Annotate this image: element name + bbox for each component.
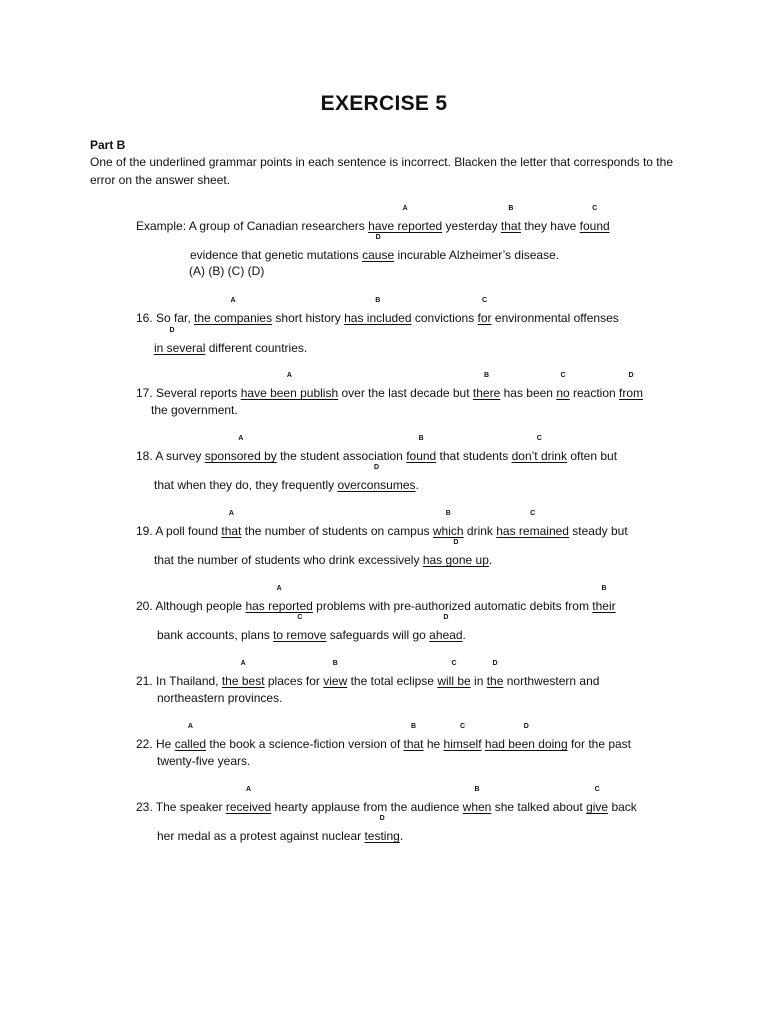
underlined-choice-b xyxy=(592,585,616,613)
underlined-choice-c xyxy=(579,205,610,233)
example-line-2 xyxy=(190,234,560,262)
question-20-line-1 xyxy=(136,585,616,613)
text: incurable Alzheimer’s disease. xyxy=(394,248,560,262)
sentence-text: have been publish xyxy=(240,386,339,400)
sentence-text: the number of students on campus xyxy=(241,524,433,538)
underlined-choice-d xyxy=(154,327,206,355)
choice-letter: B xyxy=(445,510,451,517)
sentence-text: view xyxy=(323,674,348,688)
choice-letter: C xyxy=(530,510,536,517)
sentence-text: steady but xyxy=(568,524,628,538)
sentence-text: 17. Several reports xyxy=(136,386,241,400)
sentence-text: ahead xyxy=(429,628,463,642)
sentence-text: for xyxy=(477,311,492,325)
question-23-line-2 xyxy=(157,815,404,843)
sentence-text: overconsumes xyxy=(337,478,416,492)
choice-letter: D xyxy=(628,372,634,379)
sentence-text: that students xyxy=(436,449,512,463)
underlined-choice-a xyxy=(221,510,242,538)
text: evidence that genetic mutations xyxy=(190,248,363,262)
sentence-text: when xyxy=(462,800,492,814)
choice-letter: B xyxy=(474,786,480,793)
sentence-text: over the last decade but xyxy=(338,386,473,400)
underlined-choice-b xyxy=(344,297,412,325)
sentence-text: testing xyxy=(364,829,400,843)
question-16-line-2 xyxy=(154,327,308,355)
choice-letter: A xyxy=(228,510,234,517)
sentence-text: twenty-five years. xyxy=(157,754,251,768)
sentence-text: their xyxy=(592,599,616,613)
sentence-text: have reported xyxy=(368,219,443,233)
sentence-text: places for xyxy=(264,674,324,688)
choice-letter: B xyxy=(601,585,607,592)
sentence-text: has remained xyxy=(496,524,569,538)
sentence-text: . xyxy=(415,478,419,492)
sentence-text: 16. So far, xyxy=(136,311,195,325)
sentence-text: received xyxy=(225,800,272,814)
sentence-text: bank accounts, plans xyxy=(157,628,274,642)
sentence-text: her medal as a protest against nuclear xyxy=(157,829,365,843)
sentence-text: don’t drink xyxy=(511,449,567,463)
choice-letter: C xyxy=(592,205,598,212)
sentence-text: the companies xyxy=(194,311,273,325)
choice-letter: B xyxy=(375,297,381,304)
underlined-choice-c xyxy=(586,786,609,814)
instructions: One of the underlined grammar points in each sentence is incorrect. Blacken the letter that corresponds to the error on the answer sheet. xyxy=(90,155,673,187)
underlined-choice-b xyxy=(472,372,501,400)
question-18-line-2 xyxy=(154,464,419,492)
choice-letter: D xyxy=(453,539,459,546)
choice-letter: D xyxy=(443,614,449,621)
sentence-text: that the number of students who drink excessively xyxy=(154,553,423,567)
underlined-choice-c xyxy=(443,723,482,751)
sentence-text: in xyxy=(470,674,487,688)
sentence-text: that xyxy=(403,737,424,751)
sentence-text: called xyxy=(174,737,207,751)
choice-letter: D xyxy=(169,327,175,334)
choice-letter: A xyxy=(286,372,292,379)
sentence-text: cause xyxy=(362,248,395,262)
underlined-choice-d xyxy=(619,372,644,400)
text: yesterday xyxy=(442,219,501,233)
underlined-choice-d xyxy=(364,815,400,843)
question-23-line-1 xyxy=(136,786,637,814)
sentence-text: found xyxy=(406,449,437,463)
sentence-text: 22. He xyxy=(136,737,175,751)
question-17-line-1 xyxy=(136,372,644,400)
sentence-text: the student association xyxy=(276,449,407,463)
choice-letter: C xyxy=(482,297,488,304)
sentence-text: northeastern provinces. xyxy=(157,691,283,705)
sentence-text: has been xyxy=(500,386,557,400)
sentence-text: will be xyxy=(437,674,471,688)
choice-letter: B xyxy=(410,723,417,730)
sentence-text: that when they do, they frequently xyxy=(154,478,338,492)
sentence-text: 20. Although people xyxy=(136,599,246,613)
choice-letter: A xyxy=(402,205,408,212)
sentence-text: 21. In Thailand, xyxy=(136,674,222,688)
choice-letter: C xyxy=(460,723,466,730)
underlined-choice-a xyxy=(240,372,339,400)
sentence-text: . xyxy=(462,628,466,642)
choice-letter: A xyxy=(230,297,236,304)
underlined-choice-d xyxy=(429,614,463,642)
sentence-text: found xyxy=(579,219,610,233)
choice-letter: A xyxy=(187,723,193,730)
sentence-text: short history xyxy=(272,311,345,325)
choice-letter: D xyxy=(523,723,529,730)
choice-letter: A xyxy=(276,585,282,592)
underlined-choice-c xyxy=(556,372,570,400)
sentence-text: which xyxy=(432,524,464,538)
underlined-choice-d xyxy=(422,539,489,567)
underlined-choice-b xyxy=(432,510,464,538)
sentence-text: no xyxy=(556,386,570,400)
choice-letter: D xyxy=(492,660,498,667)
sentence-text: the government. xyxy=(151,403,238,417)
question-16-line-1 xyxy=(136,297,619,325)
sentence-text: the xyxy=(486,674,504,688)
sentence-text: problems with pre-authorized automatic debits from xyxy=(312,599,593,613)
underlined-choice-b xyxy=(462,786,492,814)
choice-letter: B xyxy=(508,205,514,212)
choice-letter: D xyxy=(375,234,381,241)
sentence-text: give xyxy=(586,800,609,814)
sentence-text: the best xyxy=(221,674,265,688)
sentence-text: the total eclipse xyxy=(347,674,438,688)
example-choices: (A) (B) (C) (D) xyxy=(189,264,265,278)
sentence-text: the book a science-fiction version of xyxy=(206,737,404,751)
question-21-line-2 xyxy=(157,691,282,705)
underlined-choice-d xyxy=(337,464,416,492)
choice-letter: C xyxy=(536,435,542,442)
underlined-choice-d xyxy=(362,234,395,262)
sentence-text: to remove xyxy=(273,628,327,642)
sentence-text: 23. The speaker xyxy=(136,800,226,814)
choice-letter: B xyxy=(418,435,424,442)
underlined-choice-a xyxy=(194,297,273,325)
part-heading: Part B xyxy=(90,138,126,152)
choice-letter: C xyxy=(297,614,303,621)
underlined-choice-a xyxy=(221,660,265,688)
sentence-text: had been doing xyxy=(484,737,568,751)
underlined-choice-b xyxy=(403,723,424,751)
question-19-line-2 xyxy=(154,539,493,567)
underlined-choice-b xyxy=(406,435,437,463)
sentence-text: for the past xyxy=(567,737,632,751)
sentence-text: sponsored by xyxy=(204,449,277,463)
sentence-text: environmental offenses xyxy=(491,311,619,325)
sentence-text: different countries. xyxy=(205,341,308,355)
choice-letter: B xyxy=(484,372,490,379)
sentence-text: that xyxy=(500,219,521,233)
underlined-choice-c xyxy=(273,614,327,642)
sentence-text: has included xyxy=(344,311,412,325)
sentence-text: often but xyxy=(566,449,618,463)
choice-letter: A xyxy=(240,660,246,667)
choice-letter: D xyxy=(373,464,379,471)
sentence-text: hearty applause from the audience xyxy=(271,800,463,814)
sentence-text: . xyxy=(399,829,404,843)
sentence-text: has gone up xyxy=(422,553,489,567)
choice-letter: D xyxy=(379,815,385,822)
choice-letter: A xyxy=(245,786,252,793)
choice-letter: C xyxy=(451,660,457,667)
sentence-text: back xyxy=(608,800,637,814)
underlined-choice-b xyxy=(500,205,521,233)
text: Example: A group of Canadian researchers xyxy=(136,219,369,233)
sentence-text: convictions xyxy=(411,311,478,325)
sentence-text: he xyxy=(423,737,444,751)
sentence-text: has reported xyxy=(245,599,313,613)
underlined-choice-a xyxy=(174,723,207,751)
question-22-line-1 xyxy=(136,723,632,751)
sentence-text: 19. A poll found xyxy=(136,524,222,538)
sentence-text: himself xyxy=(443,737,482,751)
choice-letter: C xyxy=(560,372,566,379)
question-22-line-2 xyxy=(157,754,250,768)
underlined-choice-a xyxy=(204,435,277,463)
underlined-choice-d xyxy=(486,660,504,688)
sentence-text: . xyxy=(488,553,493,567)
sentence-text: there xyxy=(472,386,501,400)
question-20-line-2 xyxy=(157,614,466,642)
sentence-text: safeguards will go xyxy=(326,628,430,642)
question-21-line-1 xyxy=(136,660,600,688)
question-19-line-1 xyxy=(136,510,628,538)
sentence-text: drink xyxy=(463,524,497,538)
underlined-choice-c xyxy=(437,660,471,688)
sentence-text: that xyxy=(221,524,242,538)
text: they have xyxy=(520,219,580,233)
underlined-choice-a xyxy=(225,786,272,814)
choice-letter: C xyxy=(594,786,600,793)
sentence-text: 18. A survey xyxy=(136,449,205,463)
underlined-choice-c xyxy=(477,297,492,325)
sentence-text: in several xyxy=(154,341,206,355)
page-title: EXERCISE 5 xyxy=(320,92,448,115)
underlined-choice-c xyxy=(496,510,569,538)
sentence-text: from xyxy=(619,386,644,400)
underlined-choice-d xyxy=(484,723,568,751)
sentence-text: reaction xyxy=(569,386,620,400)
underlined-choice-b xyxy=(323,660,348,688)
choice-letter: A xyxy=(238,435,244,442)
sentence-text: northwestern and xyxy=(503,674,600,688)
sentence-text: she talked about xyxy=(491,800,587,814)
choice-letter: B xyxy=(332,660,338,667)
underlined-choice-c xyxy=(511,435,567,463)
question-17-line-2 xyxy=(151,403,238,417)
underlined-choice-a xyxy=(245,585,313,613)
example-line-1 xyxy=(136,205,610,233)
